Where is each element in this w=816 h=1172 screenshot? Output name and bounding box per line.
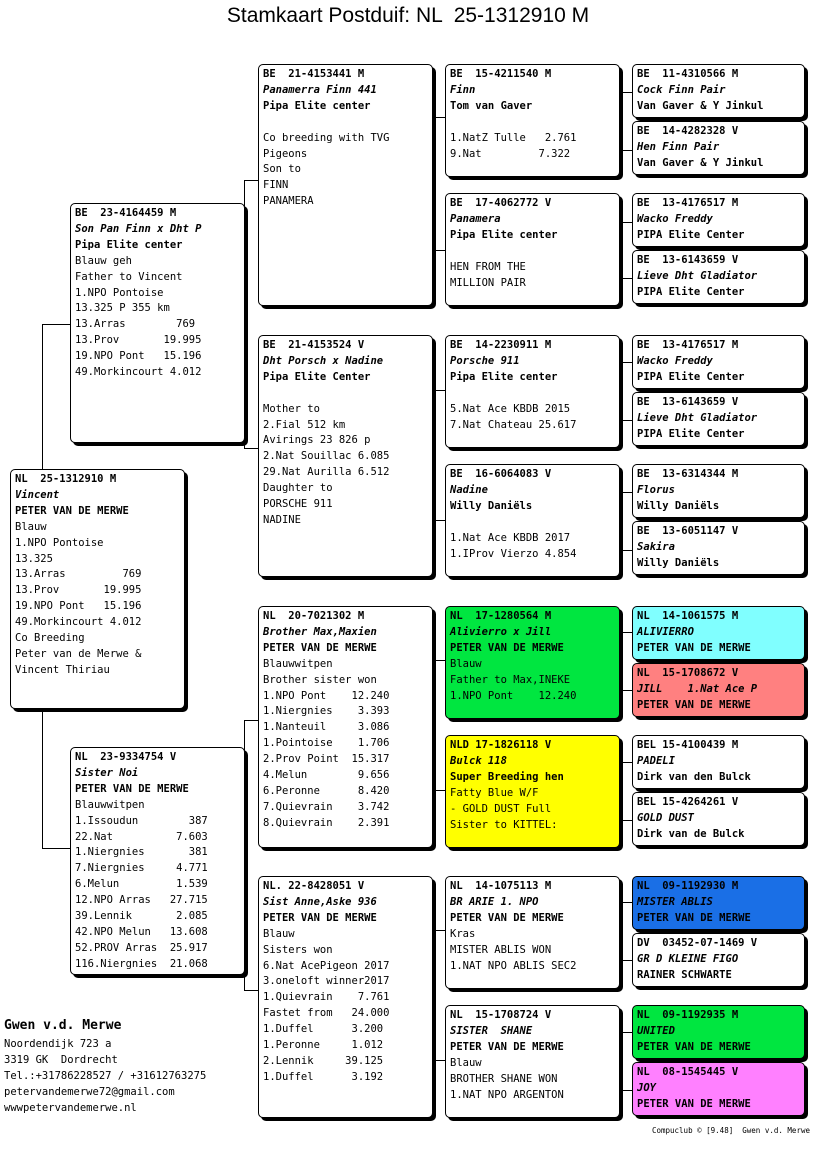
ring-number: BE 23-4164459 M	[75, 207, 177, 219]
pigeon-card-mmm	[445, 1005, 620, 1118]
pigeon-name: Porsche 911	[450, 354, 520, 367]
pigeon-name: Wacko Freddy	[637, 212, 713, 225]
pigeon-card-mother	[70, 747, 245, 975]
card-line: BROTHER SHANE WON	[450, 1072, 558, 1085]
card-line: MISTER ABLIS WON	[450, 943, 552, 956]
card-line: 116.Niergnies 21.068	[75, 957, 208, 970]
card-line: PANAMERA	[263, 195, 314, 208]
card-line: Blauwwitpen	[263, 657, 333, 670]
card-line: 1.Niergnies 381	[75, 846, 208, 859]
breeder-name: PETER VAN DE MERWE	[637, 911, 751, 924]
ring-number: NL 08-1545445 V	[637, 1066, 739, 1078]
card-line	[450, 515, 615, 531]
ring-number: BE 21-4153441 M	[263, 68, 365, 80]
pigeon-name: Wacko Freddy	[637, 354, 713, 367]
card-line: Father to Max,INEKE	[450, 673, 571, 686]
card-line: 6.Melun 1.539	[75, 878, 208, 891]
ring-number: BE 13-6143659 V	[637, 396, 739, 408]
breeder-name: PETER VAN DE MERWE	[263, 641, 377, 654]
card-line: Blauwwitpen	[75, 798, 145, 811]
card-line: 19.NPO Pont 15.196	[15, 600, 142, 613]
ring-number: NL 14-1075113 M	[450, 880, 552, 892]
connector	[620, 632, 621, 690]
card-line: Vincent Thiriau	[15, 663, 110, 676]
owner-email: petervandemerwe72@gmail.com	[4, 1086, 175, 1098]
card-line: 1.Peronne 1.012	[263, 1039, 384, 1052]
pigeon-card-g1	[632, 64, 805, 118]
connector	[433, 250, 445, 251]
card-line: 29.Nat Aurilla 6.512	[263, 466, 390, 479]
card-line: 8.Quievrain 2.391	[263, 816, 390, 829]
card-line: PORSCHE 911	[263, 498, 333, 511]
connector	[433, 930, 445, 931]
pigeon-card-fmm	[445, 464, 620, 577]
connector	[42, 848, 70, 849]
connector	[620, 492, 621, 550]
connector	[433, 1060, 445, 1061]
card-line: Blauw	[450, 1056, 482, 1069]
card-line: 1.Nat Ace KBDB 2017	[450, 531, 571, 544]
card-line: 52.PROV Arras 25.917	[75, 941, 208, 954]
pigeon-name: Nadine	[450, 483, 488, 496]
connector	[620, 762, 621, 820]
pigeon-card-ffm	[445, 193, 620, 306]
breeder-name: Super Breeding hen	[450, 770, 564, 783]
card-line: 1.NPO Pont 12.240	[263, 689, 390, 702]
connector	[620, 1032, 621, 1090]
card-line: 1.Pointoise 1.706	[263, 737, 390, 750]
ring-number: BE 13-6143659 V	[637, 254, 739, 266]
pigeon-card-g12	[632, 792, 805, 846]
breeder-name: PETER VAN DE MERWE	[637, 698, 751, 711]
card-line: 1.NAT NPO ARGENTON	[450, 1088, 564, 1101]
breeder-name: RAINER SCHWARTE	[637, 968, 732, 981]
connector	[620, 92, 632, 93]
breeder-name: PETER VAN DE MERWE	[75, 782, 189, 795]
card-line: 19.NPO Pont 15.196	[75, 350, 202, 363]
pigeon-card-ff	[258, 64, 433, 306]
connector	[433, 930, 434, 1060]
ring-number: NL 25-1312910 M	[15, 473, 117, 485]
card-line: 1.NPO Pontoise	[75, 286, 164, 299]
ring-number: BE 13-6314344 M	[637, 468, 739, 480]
connector	[620, 1090, 632, 1091]
pigeon-name: GR D KLEINE FIGO	[637, 952, 739, 965]
card-line: 9.Nat 7.322	[450, 147, 571, 160]
pigeon-card-g8	[632, 521, 805, 575]
owner-city: 3319 GK Dordrecht	[4, 1054, 118, 1066]
pigeon-name: Florus	[637, 483, 675, 496]
pigeon-name: JOY	[637, 1081, 656, 1094]
connector	[620, 92, 621, 150]
card-line: 13.Prov 19.995	[75, 334, 202, 347]
breeder-name: PIPA Elite Center	[637, 285, 745, 298]
breeder-name: PIPA Elite Center	[637, 427, 745, 440]
card-line	[450, 386, 615, 402]
breeder-name: PETER VAN DE MERWE	[15, 504, 129, 517]
card-line: Son to	[263, 163, 301, 176]
card-line	[450, 115, 615, 131]
card-line: 1.NPO Pontoise	[15, 536, 104, 549]
pigeon-name: SISTER SHANE	[450, 1024, 533, 1037]
card-line: Daughter to	[263, 482, 333, 495]
pigeon-card-g6	[632, 392, 805, 446]
breeder-name: Van Gaver & Y Jinkul	[637, 156, 764, 169]
ring-number: BE 11-4310566 M	[637, 68, 739, 80]
card-line: Pigeons	[263, 147, 308, 160]
card-line: 49.Morkincourt 4.012	[75, 366, 202, 379]
card-line: 1.Nanteuil 3.086	[263, 721, 390, 734]
breeder-name: Tom van Gaver	[450, 99, 533, 112]
card-line: 1.Quievrain 7.761	[263, 991, 390, 1004]
card-line: Blauw	[15, 520, 47, 533]
pigeon-card-g16	[632, 1062, 805, 1116]
card-line: Mother to	[263, 402, 320, 415]
pigeon-name: JILL 1.Nat Ace P	[637, 682, 758, 695]
card-line: 39.Lennik 2.085	[75, 910, 208, 923]
ring-number: BE 14-4282328 V	[637, 125, 739, 137]
connector	[620, 362, 621, 420]
connector	[620, 1032, 632, 1033]
pigeon-name: Son Pan Finn x Dht P	[75, 222, 202, 235]
breeder-name: PETER VAN DE MERWE	[450, 911, 564, 924]
ring-number: BE 13-6051147 V	[637, 525, 739, 537]
footer-credit: Compuclub © [9.48] Gwen v.d. Merwe	[651, 1126, 810, 1135]
pigeon-name: MISTER ABLIS	[637, 895, 713, 908]
connector	[42, 324, 70, 325]
breeder-name: PETER VAN DE MERWE	[637, 641, 751, 654]
pigeon-name: Panamerra Finn 441	[263, 83, 377, 96]
ring-number: NL 17-1280564 M	[450, 610, 552, 622]
pigeon-card-g14	[632, 933, 805, 987]
pigeon-name: Finn	[450, 83, 476, 96]
card-line: 13.325	[15, 552, 53, 565]
connector	[620, 222, 621, 278]
connector	[620, 690, 632, 691]
connector	[433, 790, 445, 791]
ring-number: NL 14-1061575 M	[637, 610, 739, 622]
connector	[620, 762, 632, 763]
breeder-name: PIPA Elite Center	[637, 228, 745, 241]
pigeon-card-g13	[632, 876, 805, 930]
pigeon-card-g15	[632, 1005, 805, 1059]
connector	[620, 550, 632, 551]
card-line: 4.Melun 9.656	[263, 769, 390, 782]
connector	[620, 902, 632, 903]
card-line: 49.Morkincourt 4.012	[15, 616, 142, 629]
pigeon-name: Lieve Dht Gladiator	[637, 411, 758, 424]
connector	[620, 632, 632, 633]
card-line: NADINE	[263, 513, 301, 526]
breeder-name: Pipa Elite center	[450, 370, 558, 383]
card-line: 13.Arras 769	[75, 318, 196, 331]
card-line: MILLION PAIR	[450, 276, 526, 289]
pigeon-name: ALIVIERRO	[637, 625, 694, 638]
ring-number: DV 03452-07-1469 V	[637, 937, 758, 949]
card-line: Blauw	[450, 657, 482, 670]
card-line: Brother sister won	[263, 673, 377, 686]
pigeon-card-mf	[258, 606, 433, 848]
connector	[620, 222, 632, 223]
ring-number: BE 13-4176517 M	[637, 339, 739, 351]
pigeon-card-mm	[258, 876, 433, 1118]
ring-number: NL 15-1708724 V	[450, 1009, 552, 1021]
pigeon-card-mfm	[445, 735, 620, 848]
card-line: 1.Duffel 3.200	[263, 1023, 384, 1036]
card-line: FINN	[263, 179, 289, 192]
breeder-name: PETER VAN DE MERWE	[450, 1040, 564, 1053]
connector	[620, 492, 632, 493]
card-line: 1.NAT NPO ABLIS SEC2	[450, 959, 577, 972]
pigeon-name: GOLD DUST	[637, 811, 694, 824]
pigeon-name: UNITED	[637, 1024, 675, 1037]
pigeon-card-fm	[258, 335, 433, 577]
card-line: 13.Prov 19.995	[15, 584, 142, 597]
card-line: 2.Fial 512 km	[263, 418, 346, 431]
pigeon-card-g10	[632, 663, 805, 717]
pigeon-card-g11	[632, 735, 805, 789]
pigeon-card-g2	[632, 121, 805, 175]
connector	[42, 324, 43, 469]
breeder-name: Pipa Elite Center	[263, 370, 371, 383]
connector	[244, 720, 258, 721]
owner-block	[4, 1018, 206, 1116]
breeder-name: PETER VAN DE MERWE	[637, 1097, 751, 1110]
pigeon-card-g3	[632, 193, 805, 247]
connector	[433, 520, 445, 521]
ring-number: NL 20-7021302 M	[263, 610, 365, 622]
pigeon-card-mff	[445, 606, 620, 719]
card-line: 13.325 P 355 km	[75, 302, 170, 315]
breeder-name: Pipa Elite center	[263, 99, 371, 112]
card-line: Sisters won	[263, 943, 333, 956]
pigeon-name: Alivierro x Jill	[450, 625, 552, 638]
card-line: 13.Arras 769	[15, 568, 142, 581]
ring-number: NL 09-1192935 M	[637, 1009, 739, 1021]
card-line: HEN FROM THE	[450, 260, 526, 273]
card-line: 5.Nat Ace KBDB 2015	[450, 402, 571, 415]
breeder-name: PETER VAN DE MERWE	[637, 1040, 751, 1053]
connector	[433, 117, 434, 250]
owner-name: Gwen v.d. Merwe	[4, 1018, 122, 1033]
ring-number: BEL 15-4264261 V	[637, 796, 739, 808]
ring-number: BE 14-2230911 M	[450, 339, 552, 351]
ring-number: BE 13-4176517 M	[637, 197, 739, 209]
owner-phone: Tel.:+31786228527 / +31612763275	[4, 1070, 207, 1082]
card-line: Sister to KITTEL:	[450, 818, 558, 831]
card-line: Blauw	[263, 927, 295, 940]
pigeon-card-g4	[632, 250, 805, 304]
connector	[620, 420, 632, 421]
breeder-name: PETER VAN DE MERWE	[450, 641, 564, 654]
card-line: Co Breeding	[15, 632, 85, 645]
breeder-name: Pipa Elite center	[75, 238, 183, 251]
connector	[244, 990, 258, 991]
pigeon-name: Sakira	[637, 540, 675, 553]
card-line: 1.NatZ Tulle 2.761	[450, 131, 577, 144]
pigeon-name: Vincent	[15, 488, 60, 501]
owner-website: wwwpetervandemerwe.nl	[4, 1102, 137, 1114]
pigeon-name: BR ARIE 1. NPO	[450, 895, 539, 908]
card-line: 6.Peronne 8.420	[263, 784, 390, 797]
connector	[433, 390, 445, 391]
ring-number: BE 17-4062772 V	[450, 197, 552, 209]
breeder-name: Willy Daniëls	[450, 499, 533, 512]
card-line: Blauw geh	[75, 254, 132, 267]
ring-number: NL 09-1192930 M	[637, 880, 739, 892]
connector	[620, 820, 632, 821]
card-line: 22.Nat 7.603	[75, 830, 208, 843]
connector	[620, 150, 632, 151]
connector	[42, 708, 43, 848]
card-line: 7.Niergnies 4.771	[75, 862, 208, 875]
ring-number: BEL 15-4100439 M	[637, 739, 739, 751]
pigeon-name: Panamera	[450, 212, 501, 225]
pigeon-name: Sister Noi	[75, 766, 139, 779]
card-line: Fatty Blue W/F	[450, 786, 539, 799]
pigeon-name: Brother Max,Maxien	[263, 625, 377, 638]
ring-number: NLD 17-1826118 V	[450, 739, 552, 751]
connector	[620, 902, 621, 960]
card-line: 7.Nat Chateau 25.617	[450, 418, 577, 431]
card-line: 1.IProv Vierzo 4.854	[450, 547, 577, 560]
card-line: 1.Duffel 3.192	[263, 1070, 384, 1083]
connector	[433, 390, 434, 520]
pigeon-name: Bulck 118	[450, 754, 507, 767]
card-line: 12.NPO Arras 27.715	[75, 894, 208, 907]
pigeon-name: PADELI	[637, 754, 675, 767]
card-line: Avirings 23 826 p	[263, 434, 371, 447]
card-line: 2.Prov Point 15.317	[263, 753, 390, 766]
connector	[620, 362, 632, 363]
ring-number: BE 21-4153524 V	[263, 339, 365, 351]
connector	[433, 660, 434, 790]
pigeon-name: Dht Porsch x Nadine	[263, 354, 384, 367]
ring-number: NL 23-9334754 V	[75, 751, 177, 763]
breeder-name: Dirk van den Bulck	[637, 770, 751, 783]
card-line: 1.Issoudun 387	[75, 814, 208, 827]
pigeon-name: Sist Anne,Aske 936	[263, 895, 377, 908]
breeder-name: Willy Daniëls	[637, 556, 720, 569]
pigeon-card-fff	[445, 64, 620, 177]
card-line: 2.Lennik 39.125	[263, 1054, 384, 1067]
card-line: Peter van de Merwe &	[15, 647, 142, 660]
connector	[244, 448, 258, 449]
card-line: - GOLD DUST Full	[450, 802, 552, 815]
card-line: 1.Niergnies 3.393	[263, 705, 390, 718]
ring-number: NL 15-1708672 V	[637, 667, 739, 679]
connector	[433, 660, 445, 661]
pigeon-name: Cock Finn Pair	[637, 83, 726, 96]
breeder-name: PETER VAN DE MERWE	[263, 911, 377, 924]
pigeon-card-g7	[632, 464, 805, 518]
connector	[620, 960, 632, 961]
connector	[433, 117, 445, 118]
card-line: Fastet from 24.000	[263, 1007, 390, 1020]
breeder-name: Van Gaver & Y Jinkul	[637, 99, 764, 112]
page-title: Stamkaart Postduif: NL 25-1312910 M	[226, 4, 590, 27]
pigeon-name: Lieve Dht Gladiator	[637, 269, 758, 282]
card-line: 3.oneloft winner2017	[263, 975, 390, 988]
breeder-name: Willy Daniëls	[637, 499, 720, 512]
card-line	[263, 386, 428, 402]
card-line: 1.NPO Pont 12.240	[450, 689, 577, 702]
pigeon-card-mmf	[445, 876, 620, 989]
card-line: Kras	[450, 927, 476, 940]
breeder-name: Dirk van de Bulck	[637, 827, 745, 840]
pigeon-card-fmf	[445, 335, 620, 448]
ring-number: NL. 22-8428051 V	[263, 880, 365, 892]
card-line: 2.Nat Souillac 6.085	[263, 450, 390, 463]
card-line: 7.Quievrain 3.742	[263, 800, 390, 813]
card-line: Co breeding with TVG	[263, 131, 390, 144]
pigeon-name: Hen Finn Pair	[637, 140, 720, 153]
connector	[244, 180, 258, 181]
ring-number: BE 15-4211540 M	[450, 68, 552, 80]
card-line: Father to Vincent	[75, 270, 183, 283]
connector	[620, 278, 632, 279]
pigeon-card-g9	[632, 606, 805, 660]
pigeon-card-father	[70, 203, 245, 443]
ring-number: BE 16-6064083 V	[450, 468, 552, 480]
card-line: 6.Nat AcePigeon 2017	[263, 959, 390, 972]
breeder-name: Pipa Elite center	[450, 228, 558, 241]
card-line	[450, 244, 615, 260]
pigeon-card-g5	[632, 335, 805, 389]
pigeon-card-subject	[10, 469, 185, 709]
owner-street: Noordendijk 723 a	[4, 1038, 112, 1050]
card-line: 42.NPO Melun 13.608	[75, 925, 208, 938]
breeder-name: PIPA Elite Center	[637, 370, 745, 383]
card-line	[263, 115, 428, 131]
